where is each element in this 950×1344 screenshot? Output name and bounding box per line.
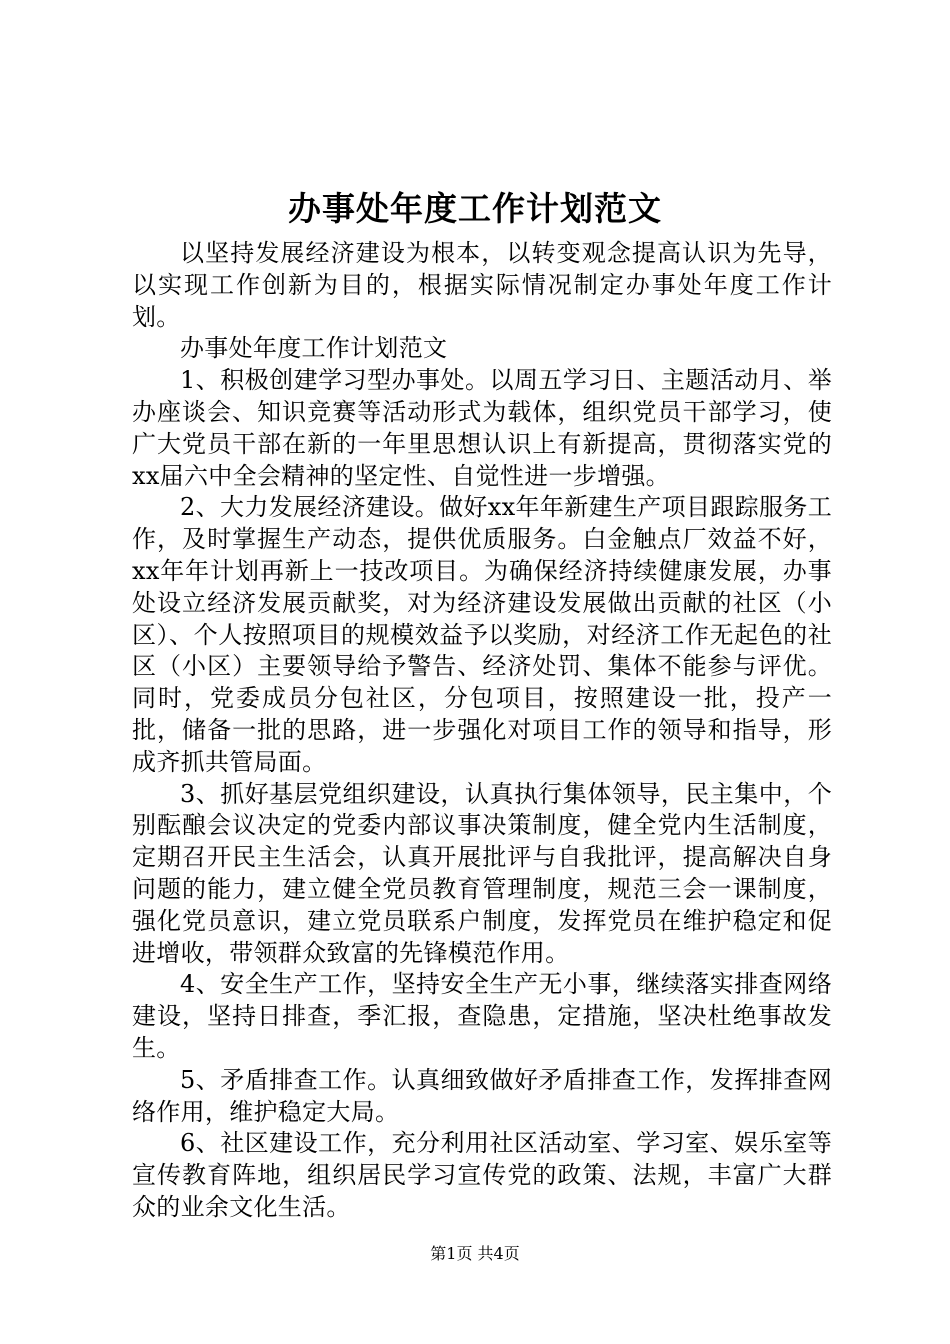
item-paragraph-6: 6、社区建设工作，充分利用社区活动室、学习室、娱乐室等宣传教育阵地，组织居民学习宣传党的政策、法规，丰富广大群众的业余文化生活。 — [132, 1129, 832, 1221]
subtitle-paragraph: 办事处年度工作计划范文 — [180, 334, 448, 363]
item-paragraph-2: 2、大力发展经济建设。做好xx年年新建生产项目跟踪服务工作，及时掌握生产动态，提供优质服务。白金触点厂效益不好，xx年年计划再新上一技改项目。为确保经济持续健康发展，办事处设立经济发展贡献奖，对为经济建设发展做出贡献的社区（小区）、个人按照项目的规模效益予以奖励，对经济工作无起色的社区（小区）主要领导给予警告、经济处罚、集体不能参与评优。同时，党委成员分包社区，分包项目，按照建设一批，投产一批，储备一批的思路，进一步强化对项目工作的领导和指导，形成齐抓共管局面。 — [132, 493, 832, 776]
page-footer: 第1页 共4页 — [430, 1244, 520, 1263]
document-body — [132, 238, 832, 1224]
intro-paragraph: 以坚持发展经济建设为根本，以转变观念提高认识为先导，以实现工作创新为目的，根据实际情况制定办事处年度工作计划。 — [132, 239, 832, 331]
item-paragraph-1: 1、积极创建学习型办事处。以周五学习日、主题活动月、举办座谈会、知识竞赛等活动形式为载体，组织党员干部学习，使广大党员干部在新的一年里思想认识上有新提高，贯彻落实党的xx届六中全会精神的坚定性、自觉性进一步增强。 — [132, 366, 832, 490]
item-paragraph-4: 4、安全生产工作，坚持安全生产无小事，继续落实排查网络建设，坚持日排查，季汇报，查隐患，定措施，坚决杜绝事故发生。 — [132, 970, 832, 1062]
item-paragraph-3: 3、抓好基层党组织建设，认真执行集体领导，民主集中，个别酝酿会议决定的党委内部议事决策制度，健全党内生活制度，定期召开民主生活会，认真开展批评与自我批评，提高解决自身问题的能力，建立健全党员教育管理制度，规范三会一课制度，强化党员意识，建立党员联系户制度，发挥党员在维护稳定和促进增收，带领群众致富的先锋模范作用。 — [132, 779, 832, 967]
document-title: 办事处年度工作计划范文 — [288, 189, 662, 228]
item-paragraph-5: 5、矛盾排查工作。认真细致做好矛盾排查工作，发挥排查网络作用，维护稳定大局。 — [132, 1065, 832, 1126]
